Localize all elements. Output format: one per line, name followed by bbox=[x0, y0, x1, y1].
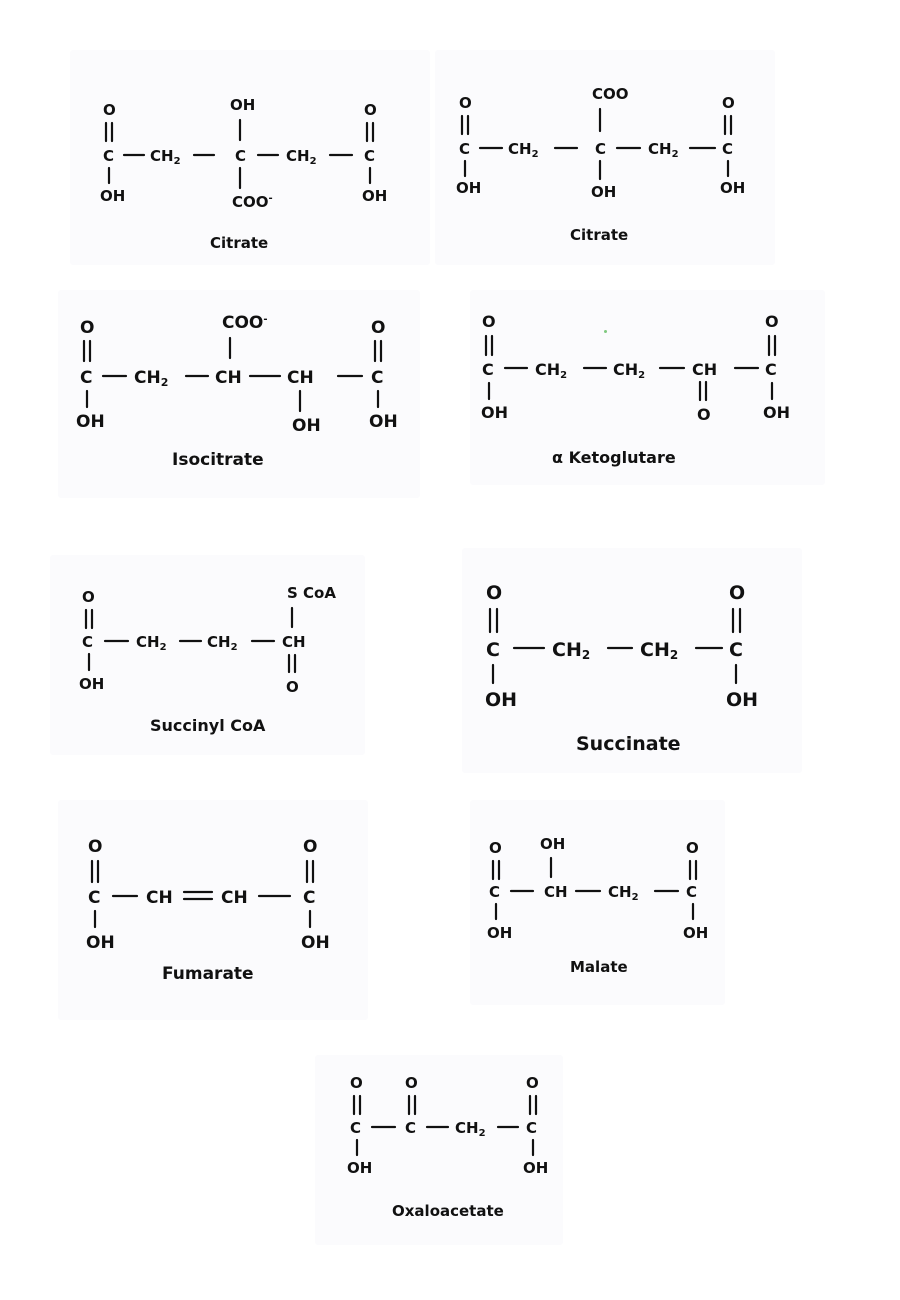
atom-o: O bbox=[88, 837, 103, 857]
atom-ch2: $CH_2$ bbox=[608, 883, 639, 903]
atom-o: O bbox=[765, 312, 779, 331]
atom-oh: OH bbox=[79, 675, 105, 693]
atom-oh: OH bbox=[86, 933, 115, 953]
atom-ch: CH bbox=[146, 888, 173, 908]
atom-oh: OH bbox=[481, 403, 508, 422]
atom-c: C bbox=[350, 1119, 362, 1137]
compound-name-succinyl-coa: Succinyl CoA bbox=[150, 716, 266, 735]
atom-coo-minus: COO- bbox=[232, 193, 273, 211]
atom-c: C bbox=[459, 140, 471, 158]
atom-oh: OH bbox=[230, 96, 256, 114]
atom-o: O bbox=[489, 839, 502, 857]
atom-c: C bbox=[595, 140, 607, 158]
atom-oh: OH bbox=[540, 835, 566, 853]
atom-ch: CH bbox=[544, 883, 568, 901]
atom-ch2: CH2 bbox=[613, 360, 646, 381]
atom-oh: OH bbox=[369, 412, 398, 432]
atom-c: C bbox=[482, 360, 494, 379]
atom-coo-minus: COO- bbox=[222, 313, 268, 333]
compound-name-isocitrate: Isocitrate bbox=[172, 450, 264, 470]
atom-c: C bbox=[80, 368, 93, 388]
atom-oh: OH bbox=[763, 403, 790, 422]
atom-oh: OH bbox=[456, 179, 482, 197]
atom-o: O bbox=[350, 1074, 363, 1092]
atom-o: O bbox=[303, 837, 318, 857]
atom-oh: OH bbox=[76, 412, 105, 432]
atom-o: O bbox=[405, 1074, 418, 1092]
atom-oh: OH bbox=[301, 933, 330, 953]
compound-name-citrate: Citrate bbox=[210, 234, 269, 252]
atom-c: C bbox=[103, 147, 115, 165]
atom-c: C bbox=[235, 147, 247, 165]
compound-name-citrate: Citrate bbox=[570, 226, 629, 244]
atom-o: O bbox=[697, 405, 711, 424]
atom-ch: CH bbox=[692, 360, 718, 379]
atom-ch2: $CH_2$ bbox=[508, 140, 539, 160]
atom-coo: COO bbox=[592, 85, 629, 103]
atom-oh: OH bbox=[683, 924, 709, 942]
atom-oh: OH bbox=[591, 183, 617, 201]
atom-ch: CH bbox=[221, 888, 248, 908]
atom-o: O bbox=[526, 1074, 539, 1092]
atom-ch2: $CH_2$ bbox=[455, 1119, 486, 1139]
atom-oh: OH bbox=[720, 179, 746, 197]
atom-o: O bbox=[80, 318, 95, 338]
atom-c: C bbox=[364, 147, 376, 165]
atom-ch2: $CH_2$ bbox=[207, 633, 238, 653]
atom-s-coa: S CoA bbox=[287, 584, 336, 602]
atom-oh: OH bbox=[362, 187, 388, 205]
atom-o: O bbox=[722, 94, 735, 112]
atom-ch2: $CH_2$ bbox=[136, 633, 167, 653]
atom-ch2: CH2 bbox=[552, 639, 591, 662]
atom-ch: CH bbox=[287, 368, 314, 388]
atom-ch2: CH2 bbox=[640, 639, 679, 662]
compound-name-oxaloacetate: Oxaloacetate bbox=[392, 1202, 504, 1220]
atom-o: O bbox=[486, 582, 503, 604]
atom-ch2: $CH_2$ bbox=[286, 147, 317, 167]
atom-c: C bbox=[765, 360, 777, 379]
atom-ch2: CH2 bbox=[535, 360, 568, 381]
atom-oh: OH bbox=[487, 924, 513, 942]
compound-name-malate: Malate bbox=[570, 958, 628, 976]
atom-o: O bbox=[82, 588, 95, 606]
atom-oh: OH bbox=[726, 689, 759, 711]
atom-ch2: $CH_2$ bbox=[648, 140, 679, 160]
atom-o: O bbox=[103, 101, 116, 119]
compound-name-succinate: Succinate bbox=[576, 733, 681, 755]
compound-name-ketoglutarate: α Ketoglutare bbox=[552, 448, 676, 467]
atom-c: C bbox=[722, 140, 734, 158]
atom-c: C bbox=[526, 1119, 538, 1137]
atom-c: C bbox=[405, 1119, 417, 1137]
atom-ch: CH bbox=[215, 368, 242, 388]
atom-c: C bbox=[686, 883, 698, 901]
atom-o: O bbox=[364, 101, 377, 119]
compound-name-fumarate: Fumarate bbox=[162, 964, 254, 984]
atom-c: C bbox=[88, 888, 101, 908]
atom-oh: OH bbox=[100, 187, 126, 205]
atom-o: O bbox=[459, 94, 472, 112]
atom-o: O bbox=[686, 839, 699, 857]
atom-oh: OH bbox=[347, 1159, 373, 1177]
atom-o: O bbox=[371, 318, 386, 338]
atom-ch2: $CH_2$ bbox=[150, 147, 181, 167]
atom-ch2: CH2 bbox=[134, 368, 169, 389]
atom-oh: OH bbox=[485, 689, 518, 711]
atom-oh: OH bbox=[292, 416, 321, 436]
atom-c: C bbox=[371, 368, 384, 388]
atom-oh: OH bbox=[523, 1159, 549, 1177]
atom-o: O bbox=[286, 678, 299, 696]
atom-c: C bbox=[303, 888, 316, 908]
atom-c: C bbox=[82, 633, 94, 651]
atom-o: O bbox=[729, 582, 746, 604]
atom-o: O bbox=[482, 312, 496, 331]
atom-c: C bbox=[486, 639, 500, 661]
atom-c: C bbox=[489, 883, 501, 901]
atom-ch: CH bbox=[282, 633, 306, 651]
atom-c: C bbox=[729, 639, 743, 661]
